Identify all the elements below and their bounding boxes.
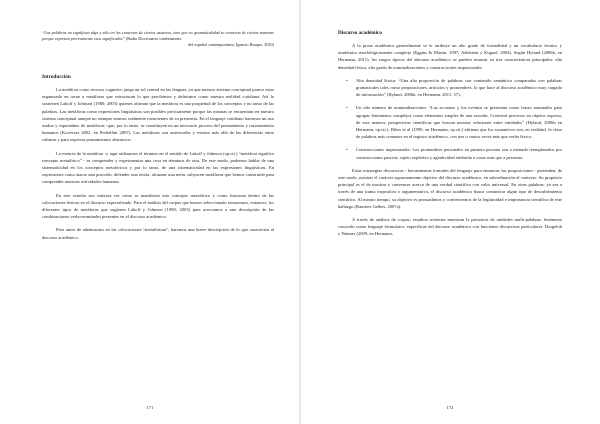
paragraph: A través de análisis de corpus, estudios recientes muestran la presencia de unidades multi-palabras, fenómeno conocido como lenguaje formulaico, específicas del discurso académico con funciones discursivas particulares. Dorgeloh y Wanner (2009, en Hermann, <box>338 217 562 237</box>
list-item: • Construcciones impersonales: Los pronombres personales en primera persona son a menudo reemplazados por construcciones pasivas, sujeto expletivo y agentividad atribuida a cosas más que a personas. <box>356 146 562 160</box>
epigraph-source: (Radio Diccionario combinatorio <box>124 36 182 41</box>
page-number: 172 <box>446 405 454 410</box>
paragraph: La esencia de la metáfora -y aquí utilizamos el término en el sentido de Lakoff y Johnson (op.cit.) “metáfora significa concepto metafórico” - es comprender y experimentar una cosa en términos de otra. De este modo, podemos hablar de una sistematicidad en los conceptos metafóricos y por lo tanto, de una sistematicidad en las expresiones lingüísticas. En expresiones como atacar una posición, defender una teoría, alcanzar una meta, subyacen metáforas que hemos construido para comprender nuestras actividades humanas. <box>42 150 274 185</box>
paragraph: A la prosa académica generalmente se le atribuye un alto grado de formalidad y un vocabulario técnico y académico morfológicamente complejo (Eggins & Martin, 1997; Adelstein y Kuguel, 2004). Según Hyland (2006b, en Hermann, 2011), los rasgos típicos del discurso académico se pueden resumir en tres características principales: alta densidad léxica, alto grado de nominalizaciones y construcciones impersonales. <box>338 43 562 70</box>
paragraph: Estas estrategias discursivas - herramientas formales del lenguaje para enmarcar las proposiciones - pretenden, de este modo, mostrar el carácter supuestamente objetivo del discurso académico, en subordinación al contexto. Su propósito principal es el de mostrar y convencer acerca de una verdad científica con valor universal. En otras palabras, ya sea a través de una trama expositiva o argumentativa, el discurso académico busca comunicar algún tipo de descubrimiento científico. Al mismo tiempo, su objetivo es persuadimos y convencernos de la legitimidad e importancia científica de este hallazgo (Ramírez Gelbes, 2007a). <box>338 167 562 209</box>
paragraph: Pero antes de adentrarnos en las colocaciones “metafóricas”, haremos una breve descripción de lo que caracteriza al discurso académico. <box>42 227 274 240</box>
epigraph <box>42 30 274 42</box>
right-page <box>300 0 600 424</box>
epigraph-source-end: del español contemporáneo, Ignacio Bosque, 2010) <box>188 42 274 47</box>
section-title-introduccion: Introducción <box>42 74 71 80</box>
list-item: • Un alto número de nominalizaciones: “Las acciones y los eventos se presentan como frases nominales para agrupar fenómenos complejos como elementos simples de una oración. Convertir procesos en objetos expresa, de esta manera, perspectivas científicas que buscan mostrar relaciones entre entidades” (Hyland, 2006b en Hermann, op.cit.). Biber et al (1999, en Hermann, op.cit.) afirman que los sustantivos son, en realidad, la clase de palabras más comunes en el registro académico, con tres o cuatro veces más que verbo léxico. <box>356 104 562 140</box>
paragraph: La metáfora como recurso cognitivo juega un rol central en las lenguas, ya que nuestro sistema conceptual parece estar organizado en torno a metáforas que estructuran lo que percibimos y definimos como nuestra realidad cotidiana. Así lo sostienen Lakoff y Johnson (1980; 2003) quienes afirman que la metáfora es una propiedad de los conceptos y no tanto de las palabras. Las metáforas como expresiones lingüísticas son posibles precisamente porque las mismas se encuentran en nuestro sistema conceptual aunque no siempre seamos realmente conscientes de su presencia. En el lenguaje cotidiano hacemos un uso asiduo y espontáneo de metáforas -que, por lo tanto, se constituyen en un necesario proceso del pensamiento y razonamiento humanos (Kovecses 2002, en Perbellini 2007). Las metáforas son universales y existen más allá de las diferencias entre culturas y para expresar pensamientos abstractos. <box>42 87 274 143</box>
epigraph-quote: “Las palabras no significan algo y sólo en los contextos de ciertos usuarios, sino que en gramaticalidad se conectan de ciertas maneras porque expresan precisamente esos significados” <box>42 30 274 41</box>
page-number: 171 <box>146 405 154 410</box>
section-title-discurso-academico: Discurso académico <box>338 30 382 36</box>
list-item: • Alta densidad léxica: “Una alta proporción de palabras con contenido semántico comparadas con palabras gramaticales tales como proposiciones, artículos y pronombres, lo que hace al discurso académico muy cargado de información” (Hyland, 2006b, en Hermann, 2011: 57). <box>356 77 562 99</box>
feature-list <box>338 77 562 161</box>
paragraph: En este estudio nos interesa ver cómo se manifiesta este concepto metafórico y cómo funciona dentro de las colocaciones léxicas en el discurso especializado. Para el análisis del corpus que hemos seleccionado tomaremos, entonces, los diferentes tipos de metáforas que sugieren Lakoff y Johnson (1980; 2003) para acercarnos a una descripción de las combinaciones verbo-nominales presentes en el discurso académico. <box>42 192 274 220</box>
